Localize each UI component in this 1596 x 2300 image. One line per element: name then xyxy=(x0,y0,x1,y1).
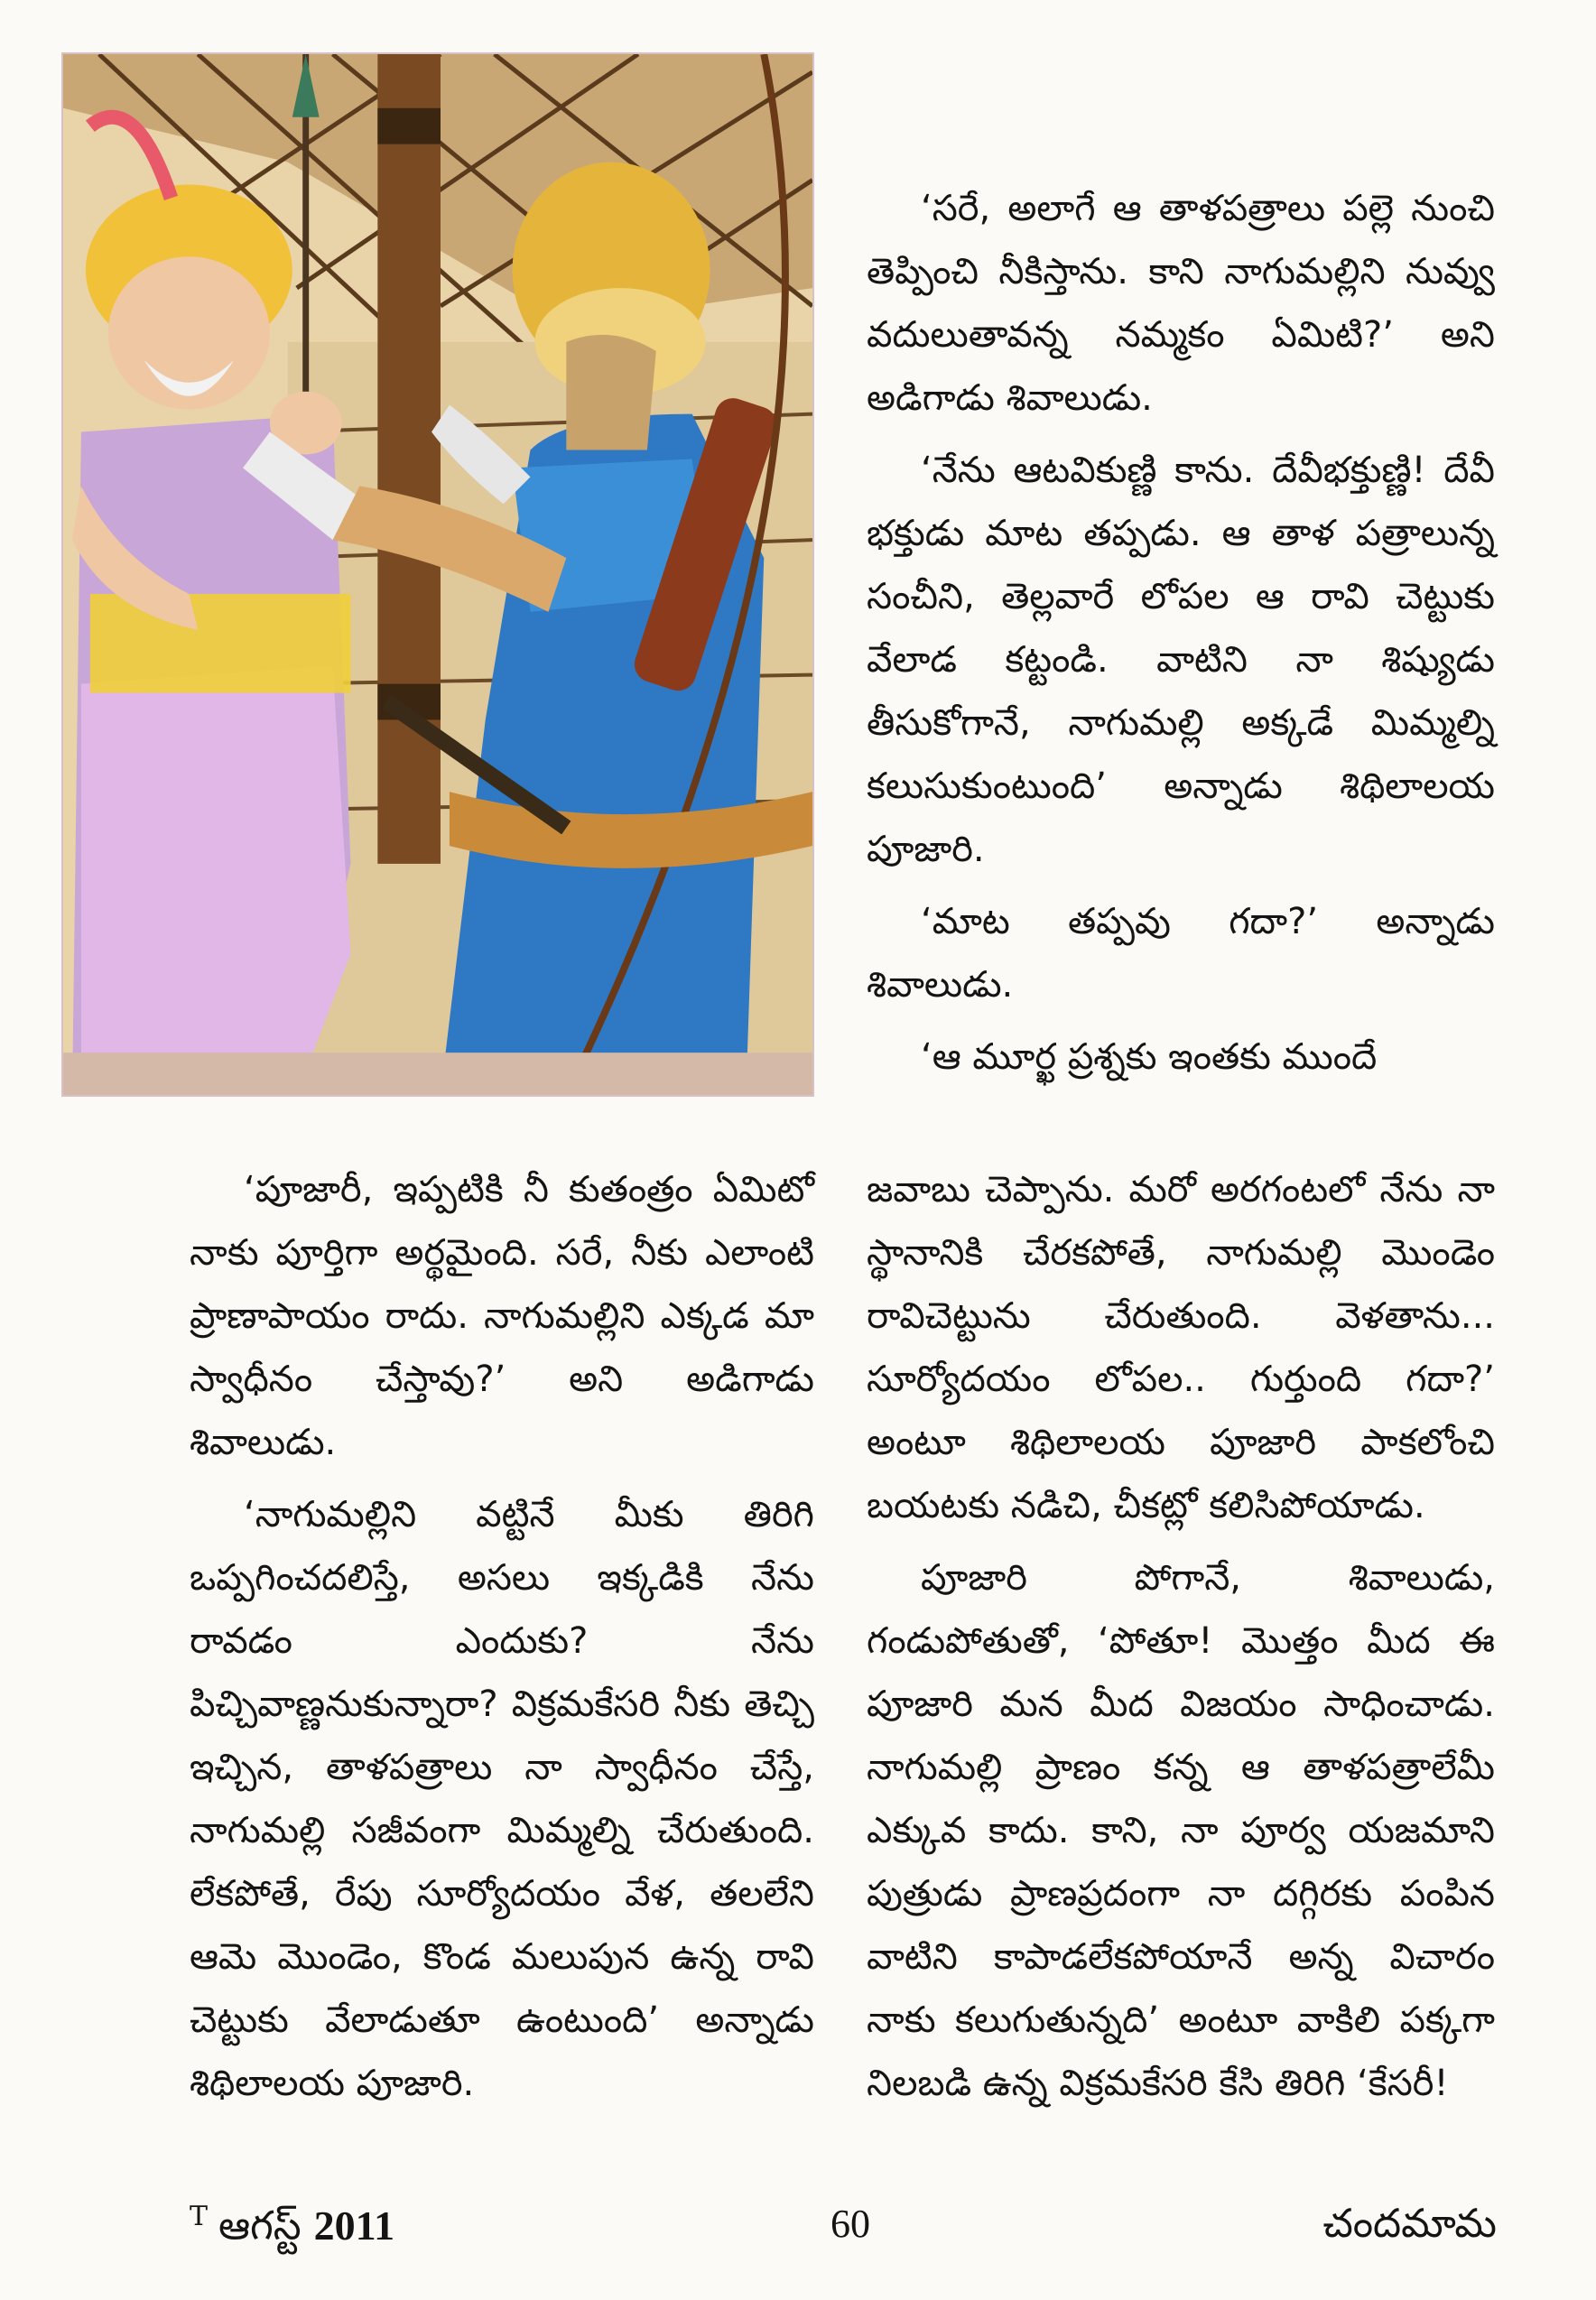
issue-year: 2011 xyxy=(313,2202,395,2249)
paragraph: ‘సరే, అలాగే ఆ తాళపత్రాలు పల్లె నుంచి తెప్పించి నీకిస్తాను. కాని నాగుమల్లిని నువ్వు వదులుతావన్న నమ్మకం ఏమిటి?’ అని అడిగాడు శివాలుడు. xyxy=(867,188,1495,419)
paragraph: పూజారి పోగానే, శివాలుడు, గండుపోతుతో, ‘పోతూ! మొత్తం మీద ఈ పూజారి మన మీద విజయం సాధించాడు. నాగుమల్లి ప్రాణం కన్న ఆ తాళపత్రాలేమీ ఎక్కువ కాదు. కాని, నా పూర్వ యజమాని పుత్రుడు ప్రాణప్రదంగా నా దగ్గిరకు పంపిన వాటిని కాపాడలేకపోయానే అన్న విచారం నాకు కలుగుతున్నది’ అంటూ వాకిలి పక్కగా నిలబడి ఉన్న విక్రమకేసరి కేసి తిరిగి ‘కేసరీ! xyxy=(867,1557,1495,2104)
page-number: 60 xyxy=(830,2202,870,2246)
text-column-right-top xyxy=(867,177,1495,1098)
paragraph: ‘ఆ మూర్ఖ ప్రశ్నకు ఇంతకు ముందే xyxy=(921,1036,1378,1078)
footer-mark: T xyxy=(190,2201,209,2232)
story-illustration xyxy=(61,52,814,1097)
magazine-name: చందమామ xyxy=(1322,2201,1497,2247)
paragraph: ‘నాగుమల్లిని వట్టినే మీకు తిరిగి ఒప్పగించదలిస్తే, అసలు ఇక్కడికి నేను రావడం ఎందుకు? నేను పిచ్చివాణ్ణనుకున్నారా? విక్రమకేసరి నీకు తెచ్చి ఇచ్చిన, తాళపత్రాలు నా స్వాధీనం చేస్తే, నాగుమల్లి సజీవంగా మిమ్మల్ని చేరుతుంది. లేకపోతే, రేపు సూర్యోదయం వేళ, తలలేని ఆమె మొండెం, కొండ మలుపున ఉన్న రావి చెట్టుకు వేలాడుతూ ఉంటుంది’ అన్నాడు శిథిలాలయ పూజారి. xyxy=(190,1494,814,2104)
text-column-left xyxy=(190,1158,814,2124)
paragraph: ‘నేను ఆటవికుణ్ణి కాను. దేవీభక్తుణ్ణి! దేవీ భక్తుడు మాట తప్పడు. ఆ తాళ పత్రాలున్న సంచీని, తెల్లవారే లోపల ఆ రావి చెట్టుకు వేలాడ కట్టండి. వాటిని నా శిష్యుడు తీసుకోగానే, నాగుమల్లి అక్కడే మిమ్మల్ని కలుసుకుంటుంది’ అన్నాడు శిథిలాలయ పూజారి. xyxy=(867,450,1495,870)
issue-date xyxy=(190,2201,394,2259)
paragraph: జవాబు చెప్పాను. మరో అరగంటలో నేను నా స్థానానికి చేరకపోతే, నాగుమల్లి మొండెం రావిచెట్టును చేరుతుంది. వెళతాను... సూర్యోదయం లోపల.. గుర్తుంది గదా?’ అంటూ శిథిలాలయ పూజారి పాకలోంచి బయటకు నడిచి, చీకట్లో కలిసిపోయాడు. xyxy=(867,1169,1495,1526)
issue-month: ఆగస్ట్ xyxy=(218,2203,302,2249)
paragraph: ‘మాట తప్పవు గదా?’ అన్నాడు శివాలుడు. xyxy=(867,901,1495,1006)
priest-and-warrior-illustration xyxy=(63,54,812,1095)
text-column-right-bottom xyxy=(867,1158,1495,2124)
paragraph: ‘పూజారీ, ఇప్పటికి నీ కుతంత్రం ఏమిటో నాకు పూర్తిగా అర్థమైంది. సరే, నీకు ఎలాంటి ప్రాణాపాయం రాదు. నాగుమల్లిని ఎక్కడ మా స్వాధీనం చేస్తావు?’ అని అడిగాడు శివాలుడు. xyxy=(190,1169,814,1463)
